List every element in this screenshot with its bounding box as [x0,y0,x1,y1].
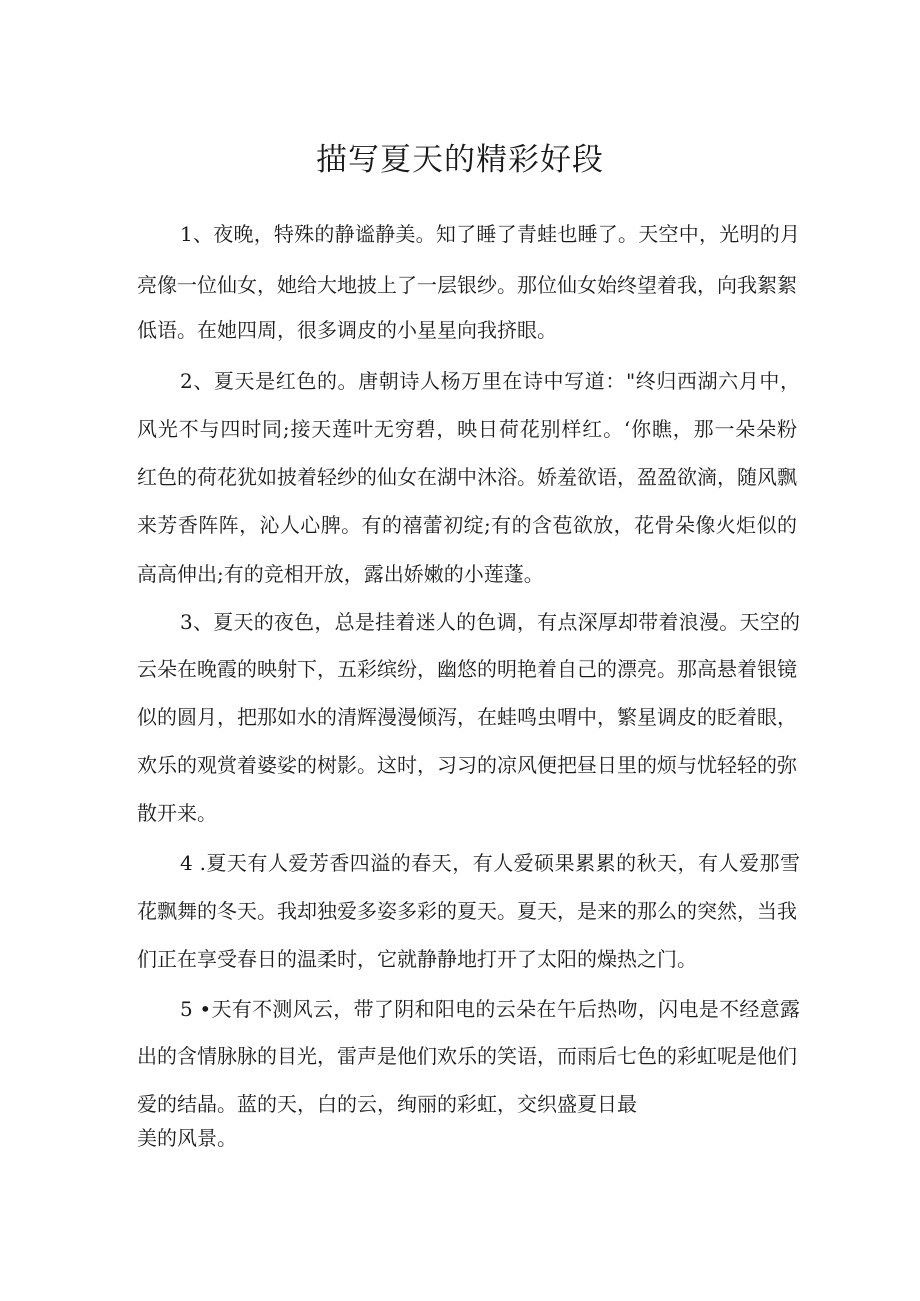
paragraph-line: 风光不与四时同;接天莲叶无穷碧，映日荷花别样红。‘你瞧，那一朵朵粉 [137,417,797,441]
paragraph-line: 4 .夏天有人爱芳香四溢的春天，有人爱硕果累累的秋天，有人爱那雪 [180,851,800,875]
paragraph-line: 1、夜晚，特殊的静谧静美。知了睡了青蛙也睡了。天空中，光明的月 [180,222,800,246]
paragraph-line: 似的圆月，把那如水的清辉漫漫倾泻，在蛙鸣虫喟中，繁星调皮的眨着眼， [137,705,797,729]
paragraph-line: 来芳香阵阵，沁人心脾。有的禧蕾初绽;有的含苞欲放，花骨朵像火炬似的 [137,513,797,537]
paragraph-line: 云朵在晚霞的映射下，五彩缤纷，幽悠的明艳着自己的漂亮。那高悬着银镜 [137,657,797,681]
paragraph-line: 爱的结晶。蓝的天，白的云，绚丽的彩虹，交织盛夏日最 [137,1092,637,1116]
paragraph-line: 5 •天有不测风云，带了阴和阳电的云朵在午后热吻，闪电是不经意露 [180,997,800,1021]
paragraph-line: 3、夏天的夜色，总是挂着迷人的色调，有点深厚却带着浪漫。天空的 [180,610,800,634]
paragraph-line: 高高伸出;有的竞相开放，露出娇嫩的小莲蓬。 [137,562,544,586]
paragraph-line: 美的风景。 [137,1126,237,1150]
paragraph-line: 散开来。 [137,801,217,825]
paragraph-line: 欢乐的观赏着婆娑的树影。这时，习习的凉风便把昼日里的烦与忧轻轻的弥 [137,753,797,777]
paragraph-line: 们正在享受春日的温柔时，它就静静地打开了太阳的燥热之门。 [137,947,697,971]
paragraph-line: 亮像一位仙女，她给大地披上了一层银纱。那位仙女始终望着我，向我絮絮 [137,273,797,297]
paragraph-line: 2、夏天是红色的。唐朝诗人杨万里在诗中写道："终归西湖六月中， [180,369,800,393]
paragraph-line: 花飘舞的冬天。我却独爱多姿多彩的夏天。夏天，是来的那么的突然，当我 [137,899,797,923]
paragraph-line: 出的含情脉脉的目光，雷声是他们欢乐的笑语，而雨后七色的彩虹呢是他们 [137,1044,797,1068]
document-title: 描写夏天的精彩好段 [316,142,604,178]
paragraph-line: 低语。在她四周，很多调皮的小星星向我挤眼。 [137,318,557,342]
paragraph-line: 红色的荷花犹如披着轻纱的仙女在湖中沐浴。娇羞欲语，盈盈欲滴，随风飘 [137,465,797,489]
